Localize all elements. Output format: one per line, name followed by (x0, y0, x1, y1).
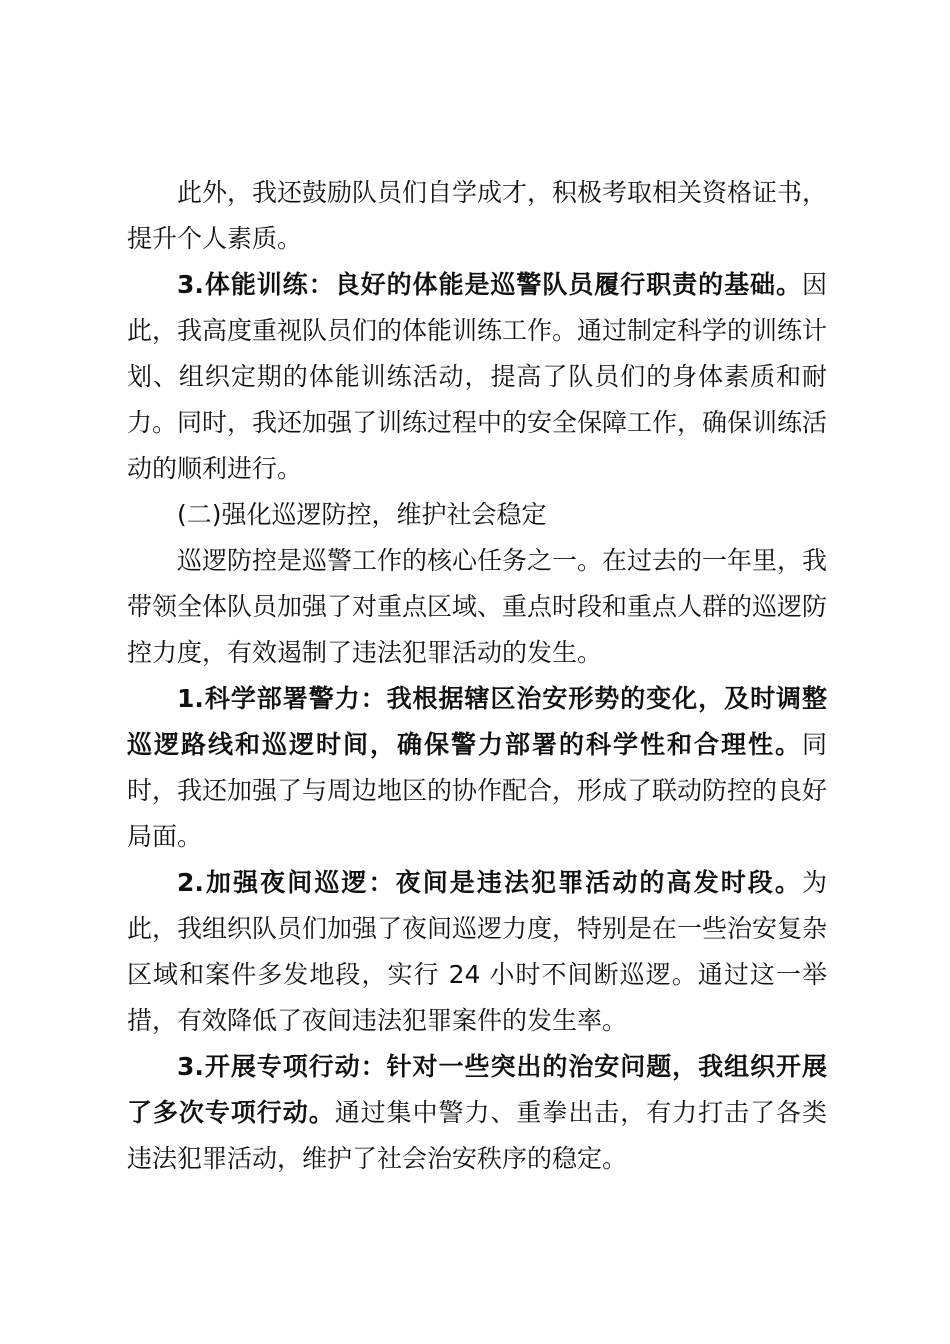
paragraph-physical-training (127, 262, 827, 492)
paragraph-special-operations (127, 1044, 827, 1182)
paragraph-heading: 2.加强夜间巡逻：夜间是违法犯罪活动的高发时段。 (177, 868, 802, 897)
paragraph-night-patrol (127, 860, 827, 1044)
paragraph-heading: 1.科学部署警力：我根据辖区治安形势的变化，及时调整巡逻路线和巡逻时间，确保警力部署的科学性和合理性。 (127, 684, 827, 759)
paragraph-self-study (127, 170, 827, 262)
paragraph-text: 同时，我还加强了与周边地区的协作配合，形成了联动防控的良好局面。 (127, 730, 828, 851)
paragraph-heading: 3.开展专项行动：针对一些突出的治安问题，我组织开展了多次专项行动。 (127, 1052, 827, 1127)
paragraph-text: 因此，我高度重视队员们的体能训练工作。通过制定科学的训练计划、组织定期的体能训练活动，提高了队员们的身体素质和耐力。同时，我还加强了训练过程中的安全保障工作，确保训练活动的顺利进行。 (127, 270, 828, 483)
paragraph-patrol-intro (127, 538, 827, 676)
document-body (127, 170, 827, 1182)
paragraph-text: 巡逻防控是巡警工作的核心任务之一。在过去的一年里，我带领全体队员加强了对重点区域、重点时段和重点人群的巡逻防控力度，有效遏制了违法犯罪活动的发生。 (127, 546, 828, 667)
paragraph-text: 此外，我还鼓励队员们自学成才，积极考取相关资格证书，提升个人素质。 (127, 178, 828, 253)
paragraph-text: (二)强化巡逻防控，维护社会稳定 (177, 500, 547, 529)
paragraph-heading: 3.体能训练：良好的体能是巡警队员履行职责的基础。 (177, 270, 802, 299)
section-heading-patrol (127, 492, 827, 538)
paragraph-deploy-police (127, 676, 827, 860)
paragraph-text: 通过集中警力、重拳出击，有力打击了各类违法犯罪活动，维护了社会治安秩序的稳定。 (127, 1098, 827, 1173)
paragraph-text: 为此，我组织队员们加强了夜间巡逻力度，特别是在一些治安复杂区域和案件多发地段，实行 24 小时不间断巡逻。通过这一举措，有效降低了夜间违法犯罪案件的发生率。 (127, 868, 828, 1035)
